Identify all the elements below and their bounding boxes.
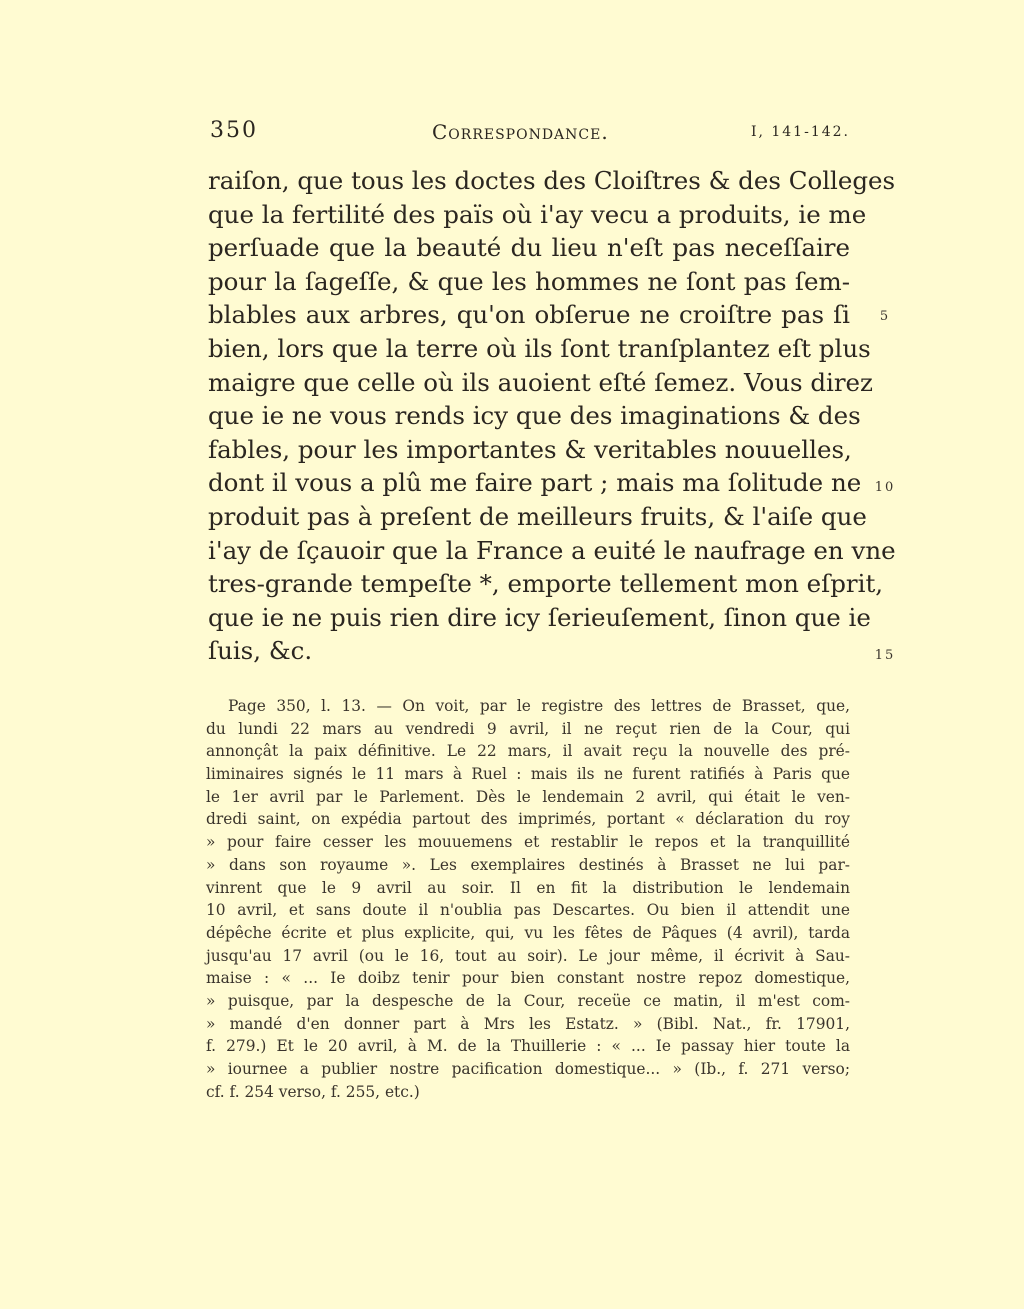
text-line: tres-grande tempeſte *, emporte tellement mon eſprit, (208, 569, 884, 599)
text-line: maigre que celle où ils auoient eſté ſemez. Vous direz (208, 367, 873, 397)
footnote-line: le 1er avril par le Parlement. Dès le lendemain 2 avril, qui était le ven- (206, 787, 850, 806)
footnote-line: jusqu'au 17 avril (ou le 16, tout au soir). Le jour même, il écrivit à Sau- (206, 946, 850, 965)
footnote-line: » dans son royaume ». Les exemplaires destinés à Brasset ne lui par- (206, 855, 850, 874)
line-number-margin (870, 164, 910, 824)
footnote-line: 10 avril, et sans doute il n'oublia pas Descartes. Ou bien il attendit une (206, 901, 850, 920)
footnote-line: » mandé d'en donner part à Mrs les Estatz. » (Bibl. Nat., fr. 17901, (206, 1014, 850, 1033)
footnote-line: dredi saint, on expédia partout des imprimés, portant « déclaration du roy (206, 810, 850, 829)
text-line: que ie ne puis rien dire icy ſerieuſement, ſinon que ie (208, 602, 871, 632)
footnote-line: » iournee a publier nostre pacification domestique... » (Ib., f. 271 verso; (206, 1060, 850, 1078)
footnote-line: vinrent que le 9 avril au soir. Il en fit la distribution le lendemain (206, 878, 850, 897)
text-line: pour la ſageſſe, & que les hommes ne ſont pas ſem- (208, 266, 850, 296)
text-line: blables aux arbres, qu'on obſerue ne croiſtre pas ſi (208, 300, 850, 330)
text-line: ſuis, &c. (208, 636, 313, 666)
footnote-line: dépêche écrite et plus explicite, qui, vu les fêtes de Pâques (4 avril), tarda (206, 923, 850, 942)
text-line: dont il vous a plû me faire part ; mais ma ſolitude ne (208, 468, 862, 498)
text-line: raiſon, que tous les doctes des Cloiſtres & des Colleges (208, 166, 896, 195)
footnote-line: maise : « ... Ie doibz tenir pour bien constant nostre repoz domestique, (206, 969, 850, 988)
footnote-line: f. 279.) Et le 20 avril, à M. de la Thuillerie : « ... Ie passay hier toute la (206, 1037, 850, 1056)
footnote-line: Page 350, l. 13. — On voit, par le registre des lettres de Brasset, que, (228, 697, 850, 715)
text-line: que la fertilité des païs où i'ay vecu a produits, ie me (208, 199, 867, 229)
line-number: 10 (874, 480, 896, 495)
footnote-line: du lundi 22 mars au vendredi 9 avril, il ne reçut rien de la Cour, qui (206, 719, 850, 738)
text-line: que ie ne vous rends icy que des imaginations & des (208, 401, 861, 431)
text-line: i'ay de ſçauoir que la France a euité le naufrage en vne (208, 535, 896, 565)
page-number: 350 (210, 118, 258, 143)
page-header (210, 118, 850, 150)
text-line: perſuade que la beauté du lieu n'eſt pas neceſſaire (208, 233, 850, 263)
footnote-line: annonçât la paix définitive. Le 22 mars, il avait reçu la nouvelle des pré- (206, 742, 850, 761)
footnote-line: » puisque, par la despesche de la Cour, receüe ce matin, il m'est com- (206, 991, 850, 1010)
header-reference: I, 141-142. (750, 124, 850, 140)
line-number: 5 (879, 309, 891, 324)
text-line: fables, pour les importantes & veritables nouuelles, (208, 434, 852, 464)
footnote-line: cf. f. 254 verso, f. 255, etc.) (206, 1082, 420, 1101)
text-line: produit pas à preſent de meilleurs fruits, & l'aiſe que (208, 501, 867, 531)
text-line: bien, lors que la terre où ils ſont tranſplantez eſt plus (208, 333, 871, 363)
footnote-line: » pour faire cesser les mouuemens et restablir le repos et la tranquillité (206, 833, 850, 852)
running-title: Correspondance. (432, 120, 609, 144)
footnote-block (206, 695, 850, 1103)
footnote-line: liminaires signés le 11 mars à Ruel : mais ils ne furent ratifiés à Paris que (206, 765, 850, 784)
line-number: 15 (874, 648, 896, 663)
